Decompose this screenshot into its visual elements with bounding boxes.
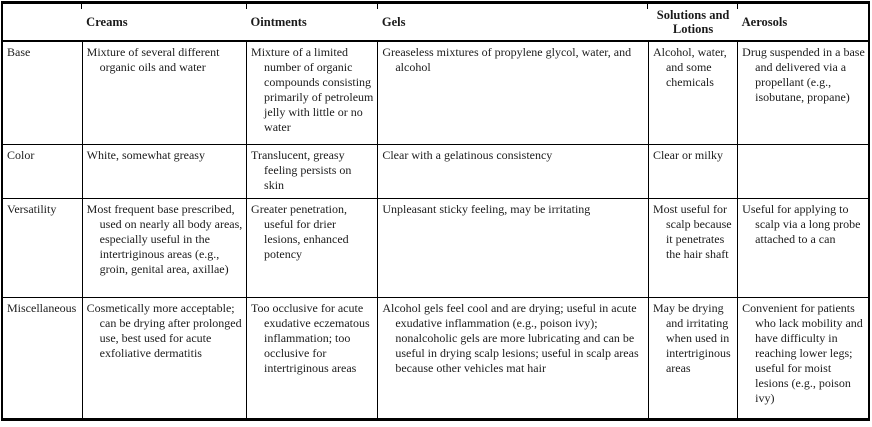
cell-versatility-creams [82,198,246,297]
cell-text: Unpleasant sticky feeling, may be irritating [382,201,591,216]
cell-text: Drug suspended in a base and delivered via a propellant (e.g., isobutane, propane) [742,45,865,104]
cell-base-creams [82,41,246,144]
cell-text: Too occlusive for acute exudative eczematous inflammation; too occlusive for intertriginous areas [251,300,370,375]
cell-versatility-gels [378,198,649,297]
row-label-color: Color [2,144,82,198]
cell-text: Convenient for patients who lack mobility and have difficulty in reaching lower legs; useful for moist lesions (e.g., poison ivy) [742,300,863,405]
column-header-blank [2,3,82,42]
cell-text: May be drying and irritating when used in intertriginous areas [652,300,731,375]
topical-vehicles-comparison-table [1,1,870,421]
cell-text: Greater penetration, useful for drier lesions, enhanced potency [251,201,349,261]
cell-miscellaneous-aerosols [738,297,869,419]
cell-text: Most frequent base prescribed, used on nearly all body areas, especially useful in the intertriginous areas (e.g., groin, genital area, axillae) [86,201,243,276]
column-header-aerosols: Aerosols [738,3,869,42]
cell-color-gels [378,144,649,198]
cell-text: Mixture of a limited number of organic compounds consisting primarily of petroleum jelly with little or no water [251,45,374,134]
cell-text: Translucent, greasy feeling persists on skin [251,147,352,192]
cell-color-creams [82,144,246,198]
cell-text: Greaseless mixtures of propylene glycol, water, and alcohol [382,45,632,74]
cell-base-aerosols [738,41,869,144]
cell-versatility-aerosols [738,198,869,297]
cell-text: White, somewhat greasy [86,147,205,162]
column-header-ointments: Ointments [247,3,378,42]
cell-text: Most useful for scalp because it penetrates the hair shaft [652,201,732,261]
cell-base-ointments [247,41,378,144]
cell-versatility-ointments [247,198,378,297]
cell-miscellaneous-creams [82,297,246,419]
header-row [2,3,869,42]
cell-miscellaneous-solutions-and-lotions [648,297,737,419]
table-row-miscellaneous [2,297,869,419]
cell-base-solutions-and-lotions [648,41,737,144]
table-row-color [2,144,869,198]
table-row-versatility [2,198,869,297]
column-header-solutions-and-lotions: Solutions and Lotions [648,3,737,42]
row-label-base: Base [2,41,82,144]
table-row-base [2,41,869,144]
row-label-miscellaneous: Miscellaneous [2,297,82,419]
cell-text: Alcohol, water, and some chemicals [652,45,727,89]
cell-miscellaneous-ointments [247,297,378,419]
cell-base-gels [378,41,649,144]
cell-color-aerosols [738,144,869,198]
cell-color-ointments [247,144,378,198]
cell-text: Useful for applying to scalp via a long probe attached to a can [742,201,861,246]
cell-miscellaneous-gels [378,297,649,419]
column-header-gels: Gels [378,3,649,42]
cell-text: Clear with a gelatinous consistency [382,147,553,162]
cell-text: Cosmetically more acceptable; can be drying after prolonged use, best used for acute exfoliative dermatitis [86,300,242,360]
cell-text: Mixture of several different organic oils and water [86,45,220,74]
cell-versatility-solutions-and-lotions [648,198,737,297]
cell-text: Clear or milky [652,147,723,162]
cell-color-solutions-and-lotions [648,144,737,198]
column-header-creams: Creams [82,3,246,42]
row-label-versatility: Versatility [2,198,82,297]
cell-text: Alcohol gels feel cool and are drying; useful in acute exudative inflammation (e.g., poison ivy); nonalcoholic gels are more lubricating and can be useful in drying scalp lesions; useful in scalp areas because other vehicles mat hair [382,300,639,375]
